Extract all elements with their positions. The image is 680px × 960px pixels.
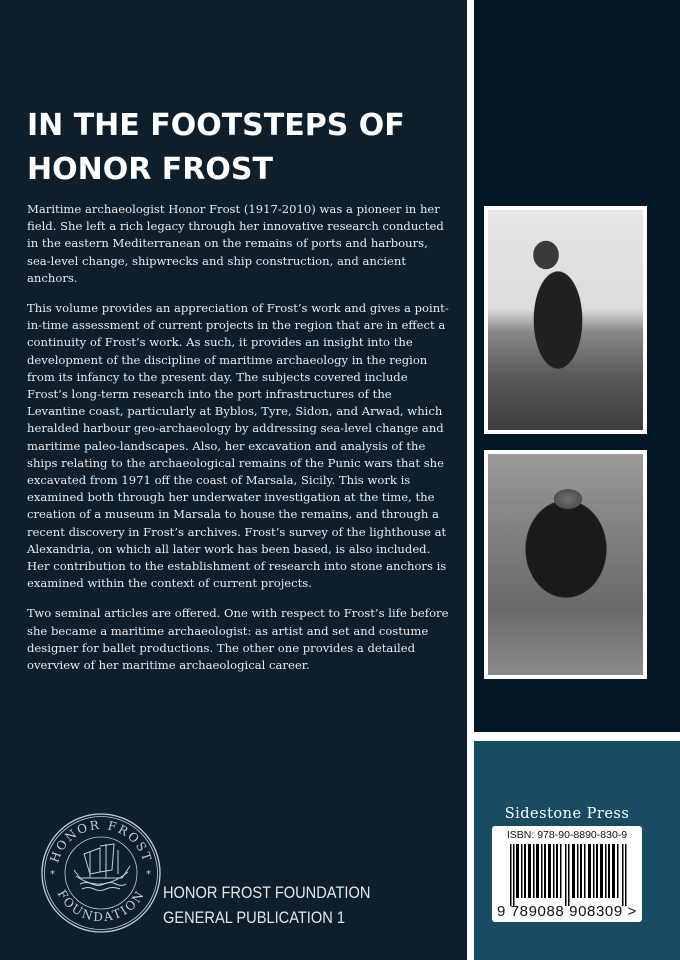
photo-image-2	[488, 454, 643, 675]
svg-text:*: *	[50, 869, 55, 880]
title-line-1: IN THE FOOTSTEPS OF	[27, 108, 405, 143]
book-title	[27, 104, 457, 192]
blurb-paragraph-3: Two seminal articles are offered. One with respect to Frost’s life before she became a maritime archaeologist: as artist and set and costume designer for ballet productions. The other one provides a detailed overview of her maritime archaeological career.	[27, 606, 449, 673]
photo-image-1	[488, 210, 643, 430]
photo-frost-on-boat	[484, 206, 647, 434]
svg-text:FOUNDATION: FOUNDATION	[54, 887, 148, 925]
honor-frost-foundation-seal-icon	[40, 812, 162, 934]
photo-diver-underwater	[484, 450, 647, 679]
isbn-label: ISBN: 978-90-8890-830-9	[506, 829, 628, 841]
white-divider-strip	[467, 0, 474, 960]
blurb	[27, 201, 452, 687]
publisher-name: Sidestone Press	[504, 806, 630, 822]
blurb-paragraph-2: This volume provides an appreciation of Frost’s work and gives a point-in-time assessment of current projects in the region that are in effect a continuity of Frost’s work. As such, it provides an insight into the development of the discipline of maritime archaeology in the region from its infancy to the present day. The subjects covered include Frost’s long-term research into the port infrastructures of the Levantine coast, particularly at Byblos, Tyre, Sidon, and Arwad, which heralded harbour geo-archaeology by addressing sea-level change and maritime paleo-landscapes. Also, her excavation and analysis of the ships relating to the archaeological remains of the Punic wars that she excavated from 1971 off the coast of Marsala, Sicily. This work is examined both through her underwater investigation at the time, the creation of a museum in Marsala to house the remains, and through a recent discovery in Frost’s archives. Frost’s survey of the lighthouse at Alexandria, on which all later work has been based, is also included. Her contribution to the establishment of research into stone anchors is examined within the context of current projects.	[27, 301, 449, 591]
blurb-paragraph-1: Maritime archaeologist Honor Frost (1917-2010) was a pioneer in her field. She left a rich legacy through her innovative research conducted in the eastern Mediterranean on the remains of ports and harbours, sea-level change, shipwrecks and ship construction, and ancient anchors.	[27, 202, 444, 285]
svg-text:HONOR FROST: HONOR FROST	[47, 817, 155, 865]
title-line-2: HONOR FROST	[27, 152, 273, 187]
series-label: GENERAL PUBLICATION 1	[163, 908, 345, 927]
foundation-name: HONOR FROST FOUNDATION	[163, 883, 371, 902]
foundation-imprint	[163, 880, 370, 930]
barcode-digits: 9 789088 908309 >	[497, 903, 637, 920]
white-gap	[474, 732, 680, 741]
isbn-barcode	[492, 826, 642, 922]
barcode-icon	[510, 844, 628, 906]
svg-text:*: *	[146, 869, 151, 880]
ship-icon	[74, 844, 130, 891]
